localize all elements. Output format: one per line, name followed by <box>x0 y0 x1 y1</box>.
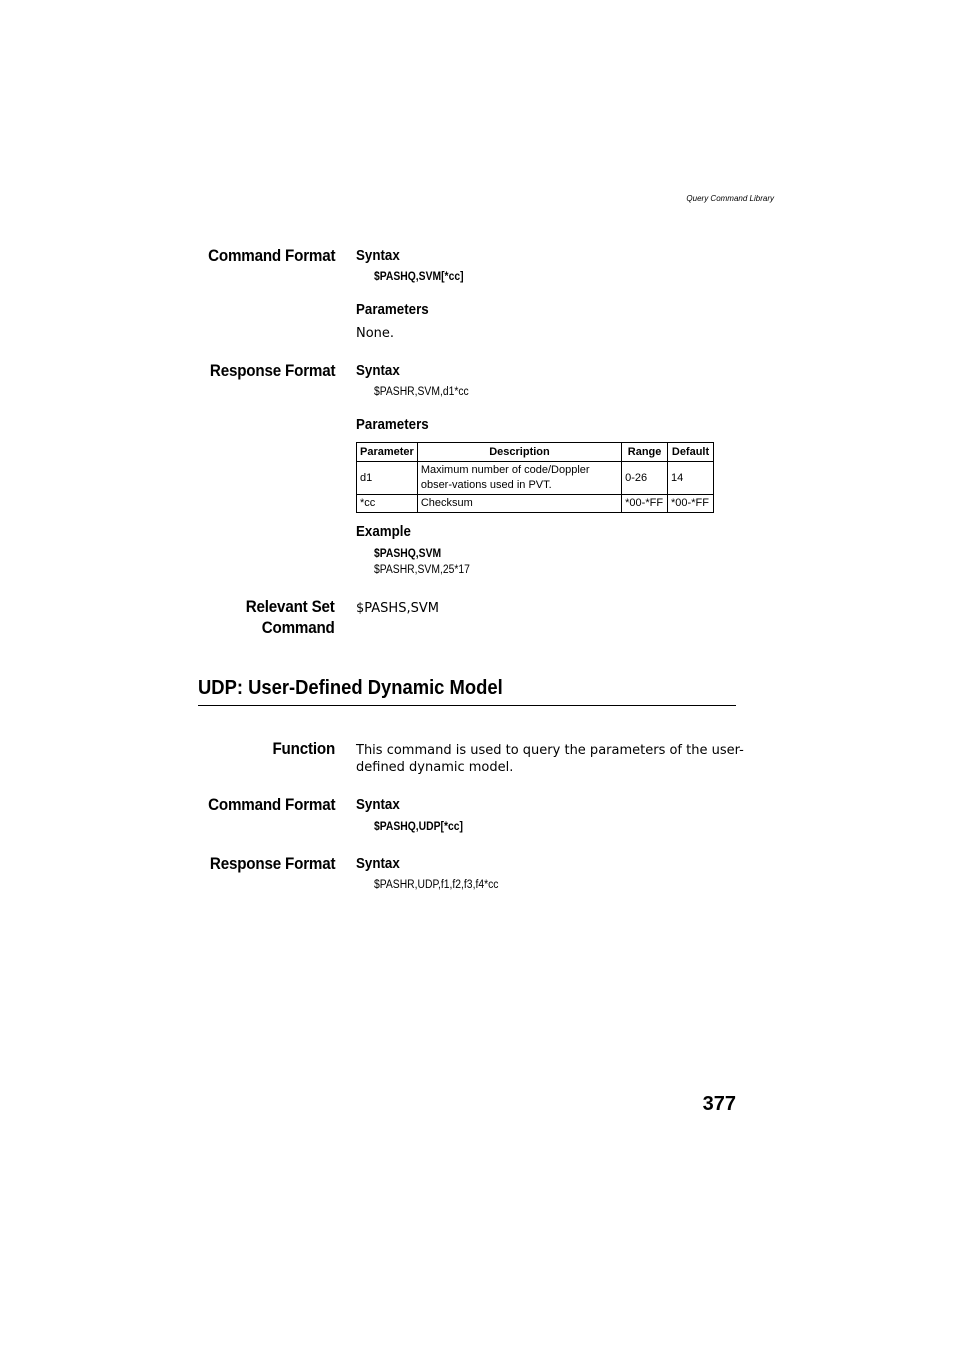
svm-command-syntax-heading: Syntax <box>356 248 400 264</box>
udp-function-text <box>356 742 744 776</box>
udp-command-syntax-heading: Syntax <box>356 797 400 813</box>
column-header-description: Description <box>417 443 621 462</box>
svm-relevant-set-value: $PASHS,SVM <box>356 601 439 616</box>
udp-function-line2: defined dynamic model. <box>356 760 514 775</box>
udp-command-format-label: Command Format <box>207 796 335 814</box>
cell-default: 14 <box>668 462 714 495</box>
section-divider <box>198 705 736 706</box>
svm-response-syntax-heading: Syntax <box>356 363 400 379</box>
svm-command-format-label: Command Format <box>207 247 335 265</box>
svm-response-parameters-heading: Parameters <box>356 417 429 433</box>
cell-description: Checksum <box>417 495 621 513</box>
svm-response-syntax: $PASHR,SVM,d1*cc <box>374 386 469 398</box>
page-number: 377 <box>702 1093 736 1115</box>
svm-command-parameters-text: None. <box>356 326 395 341</box>
running-header: Query Command Library <box>686 194 774 203</box>
svm-example-response: $PASHR,SVM,25*17 <box>374 564 470 576</box>
svm-example-heading: Example <box>356 524 411 540</box>
relevant-set-label-line2: Command <box>262 619 335 637</box>
svm-command-syntax: $PASHQ,SVM[*cc] <box>374 271 464 283</box>
cell-description: Maximum number of code/Doppler obser-vations used in PVT. <box>417 462 621 495</box>
udp-function-label: Function <box>272 740 335 758</box>
cell-range: *00-*FF <box>622 495 668 513</box>
udp-command-syntax: $PASHQ,UDP[*cc] <box>374 821 463 833</box>
svm-response-format-label: Response Format <box>209 362 335 380</box>
relevant-set-label-line1: Relevant Set <box>246 598 335 616</box>
udp-function-line1: This command is used to query the parameters of the user- <box>356 743 744 758</box>
udp-response-syntax: $PASHR,UDP,f1,f2,f3,f4*cc <box>374 879 499 891</box>
udp-response-syntax-heading: Syntax <box>356 856 400 872</box>
column-header-parameter: Parameter <box>357 443 418 462</box>
column-header-default: Default <box>668 443 714 462</box>
cell-range: 0-26 <box>622 462 668 495</box>
svm-parameters-table <box>356 442 714 513</box>
svm-example-query: $PASHQ,SVM <box>374 548 442 560</box>
column-header-range: Range <box>622 443 668 462</box>
table-header-row <box>357 443 714 462</box>
udp-response-format-label: Response Format <box>209 855 335 873</box>
svm-command-parameters-heading: Parameters <box>356 302 429 318</box>
udp-section-title: UDP: User-Defined Dynamic Model <box>198 677 503 699</box>
svm-relevant-set-label <box>246 597 335 639</box>
cell-parameter: *cc <box>357 495 418 513</box>
table-row <box>357 495 714 513</box>
cell-default: *00-*FF <box>668 495 714 513</box>
table-row <box>357 462 714 495</box>
cell-parameter: d1 <box>357 462 418 495</box>
